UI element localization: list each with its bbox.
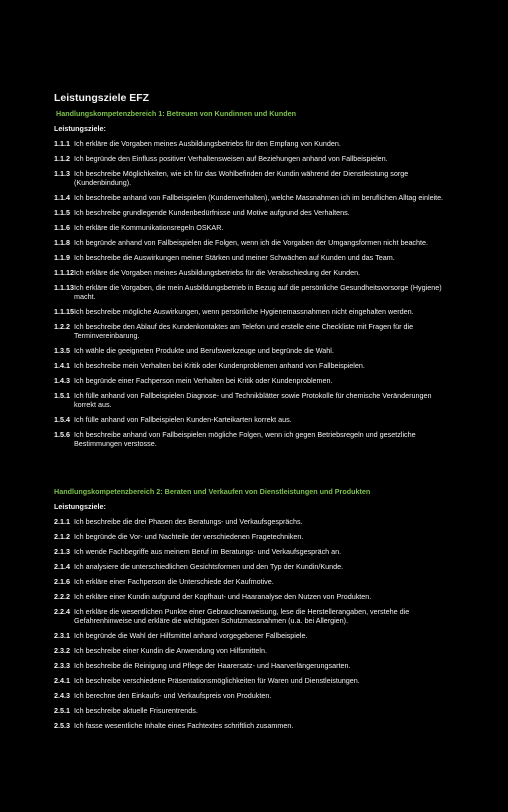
goal-number: 1.1.1 <box>54 139 70 148</box>
goal-item <box>54 268 454 277</box>
goal-text: Ich beschreibe aktuelle Frisurentrends. <box>74 706 198 715</box>
goal-number: 1.1.15 <box>54 307 74 316</box>
section-subheading: Leistungsziele: <box>54 124 106 133</box>
goal-item <box>54 307 454 316</box>
goal-number: 1.2.2 <box>54 322 70 331</box>
goal-number: 2.3.1 <box>54 631 70 640</box>
goal-text: Ich wende Fachbegriffe aus meinem Beruf im Beratungs- und Verkaufsgespräch an. <box>74 547 342 556</box>
goal-item <box>54 592 454 601</box>
goal-item <box>54 415 454 424</box>
goal-text: Ich erkläre die Vorgaben, die mein Ausbildungsbetrieb in Bezug auf die persönliche Gesundheitsvorsorge (Hygiene) macht. <box>74 283 442 301</box>
goal-number: 1.1.13 <box>54 283 74 292</box>
goal-text: Ich analysiere die unterschiedlichen Gesichtsformen und den Typ der Kundin/Kunde. <box>74 562 344 571</box>
goal-number: 1.1.8 <box>54 238 70 247</box>
goal-text: Ich beschreibe mögliche Auswirkungen, wenn persönliche Hygienemassnahmen nicht eingehalten werden. <box>74 307 414 316</box>
goal-number: 1.1.6 <box>54 223 70 232</box>
goal-number: 1.1.12 <box>54 268 74 277</box>
goal-text: Ich begründe einer Fachperson mein Verhalten bei Kritik oder Kundenproblemen. <box>74 376 333 385</box>
goal-item <box>54 577 454 586</box>
goal-item <box>54 721 454 730</box>
goal-item <box>54 253 454 262</box>
goal-number: 1.4.1 <box>54 361 70 370</box>
goal-text: Ich beschreibe anhand von Fallbeispielen (Kundenverhalten), welche Massnahmen ich im beruflichen Alltag einleite. <box>74 193 444 202</box>
goal-text: Ich beschreibe anhand von Fallbeispielen mögliche Folgen, wenn ich gegen Betriebsregeln und gesetzliche Bestimmungen verstosse. <box>74 430 416 448</box>
goal-text: Ich erkläre die wesentlichen Punkte einer Gebrauchsanweisung, lese die Herstellerangaben, verstehe die Gefahrenhinweise und erkläre die wichtigsten Schutzmassnahmen (u.a. bei Allergien). <box>74 607 410 625</box>
goal-number: 1.5.6 <box>54 430 70 439</box>
goal-number: 2.4.1 <box>54 676 70 685</box>
goal-item <box>54 223 454 232</box>
goal-text: Ich beschreibe den Ablauf des Kundenkontaktes am Telefon und erstelle eine Checkliste mit Fragen für die Terminvereinbarung. <box>74 322 414 340</box>
goal-item <box>54 193 454 202</box>
goal-text: Ich fasse wesentliche Inhalte eines Fachtextes schriftlich zusammen. <box>74 721 294 730</box>
goal-text: Ich erkläre die Vorgaben meines Ausbildungsbetriebs für den Empfang von Kunden. <box>74 139 341 148</box>
goal-number: 1.5.1 <box>54 391 70 400</box>
section-heading: Handlungskompetenzbereich 2: Beraten und Verkaufen von Dienstleistungen und Produkten <box>54 487 371 496</box>
goal-text: Ich begründe den Einfluss positiver Verhaltensweisen auf Beziehungen anhand von Fallbeispielen. <box>74 154 388 163</box>
goal-item <box>54 346 454 355</box>
goal-text: Ich beschreibe mein Verhalten bei Kritik oder Kundenproblemen anhand von Fallbeispielen. <box>74 361 365 370</box>
goal-text: Ich beschreibe die Auswirkungen meiner Stärken und meiner Schwächen auf Kunden und das Team. <box>74 253 395 262</box>
goal-item <box>54 376 454 385</box>
goal-text: Ich beschreibe die drei Phasen des Beratungs- und Verkaufsgesprächs. <box>74 517 303 526</box>
goal-text: Ich begründe die Wahl der Hilfsmittel anhand vorgegebener Fallbeispiele. <box>74 631 308 640</box>
goal-item <box>54 430 454 448</box>
goal-number: 1.1.2 <box>54 154 70 163</box>
goal-item <box>54 517 454 526</box>
goal-item <box>54 676 454 685</box>
goal-number: 2.2.2 <box>54 592 70 601</box>
goal-number: 2.1.1 <box>54 517 70 526</box>
goal-number: 1.3.5 <box>54 346 70 355</box>
goal-number: 2.3.3 <box>54 661 70 670</box>
goal-text: Ich fülle anhand von Fallbeispielen Diagnose- und Technikblätter sowie Protokolle für chemische Veränderungen korrekt aus. <box>74 391 432 409</box>
goal-number: 1.5.4 <box>54 415 70 424</box>
goal-number: 2.1.2 <box>54 532 70 541</box>
goal-item <box>54 661 454 670</box>
goal-item <box>54 631 454 640</box>
goal-number: 1.1.3 <box>54 169 70 178</box>
goal-item <box>54 322 454 340</box>
goal-text: Ich erkläre einer Kundin aufgrund der Kopfhaut- und Haaranalyse den Nutzen von Produkten. <box>74 592 372 601</box>
goal-item <box>54 391 454 409</box>
section-heading: Handlungskompetenzbereich 1: Betreuen von Kundinnen und Kunden <box>56 109 296 118</box>
page-title: Leistungsziele EFZ <box>54 92 150 104</box>
goal-item <box>54 562 454 571</box>
goal-text: Ich berechne den Einkaufs- und Verkaufspreis von Produkten. <box>74 691 272 700</box>
goal-item <box>54 691 454 700</box>
goal-item <box>54 706 454 715</box>
goal-number: 1.1.4 <box>54 193 70 202</box>
goal-number: 1.4.3 <box>54 376 70 385</box>
goal-text: Ich beschreibe grundlegende Kundenbedürfnisse und Motive aufgrund des Verhaltens. <box>74 208 350 217</box>
goal-text: Ich begründe anhand von Fallbeispielen die Folgen, wenn ich die Vorgaben der Umgangsformen nicht beachte. <box>74 238 429 247</box>
goal-list <box>54 517 454 730</box>
goal-item <box>54 646 454 655</box>
goal-item <box>54 547 454 556</box>
goal-number: 2.1.3 <box>54 547 70 556</box>
goal-item <box>54 532 454 541</box>
section-spacer <box>54 454 454 487</box>
goal-number: 2.1.4 <box>54 562 70 571</box>
goal-number: 2.5.1 <box>54 706 70 715</box>
goal-text: Ich beschreibe die Reinigung und Pflege der Haarersatz- und Haarverlängerungsarten. <box>74 661 351 670</box>
document-page <box>54 92 454 736</box>
goal-text: Ich erkläre einer Fachperson die Unterschiede der Kaufmotive. <box>74 577 274 586</box>
goal-text: Ich wähle die geeigneten Produkte und Berufswerkzeuge und begründe die Wahl. <box>74 346 334 355</box>
goal-item <box>54 169 454 187</box>
goal-text: Ich fülle anhand von Fallbeispielen Kunden-Karteikarten korrekt aus. <box>74 415 292 424</box>
goal-number: 2.2.4 <box>54 607 70 616</box>
goal-item <box>54 607 454 625</box>
goal-item <box>54 361 454 370</box>
goal-number: 2.5.3 <box>54 721 70 730</box>
goal-text: Ich erkläre die Kommunikationsregeln OSKAR. <box>74 223 224 232</box>
goal-number: 1.1.5 <box>54 208 70 217</box>
goal-text: Ich begründe die Vor- und Nachteile der verschiedenen Fragetechniken. <box>74 532 304 541</box>
goal-text: Ich beschreibe Möglichkeiten, wie ich für das Wohlbefinden der Kundin während der Dienstleistung sorge (Kundenbindung). <box>74 169 409 187</box>
section-subheading: Leistungsziele: <box>54 502 106 511</box>
goal-number: 2.4.3 <box>54 691 70 700</box>
goal-item <box>54 238 454 247</box>
goal-item <box>54 154 454 163</box>
goal-number: 2.3.2 <box>54 646 70 655</box>
section-2 <box>54 487 454 730</box>
goal-text: Ich beschreibe verschiedene Präsentationsmöglichkeiten für Waren und Dienstleistungen. <box>74 676 360 685</box>
goal-text: Ich beschreibe einer Kundin die Anwendung von Hilfsmitteln. <box>74 646 267 655</box>
goal-item <box>54 208 454 217</box>
goal-text: Ich erkläre die Vorgaben meines Ausbildungsbetriebs für die Verabschiedung der Kunden. <box>74 268 361 277</box>
goal-item <box>54 283 454 301</box>
goal-item <box>54 139 454 148</box>
goal-number: 2.1.6 <box>54 577 70 586</box>
goal-list <box>54 139 454 448</box>
goal-number: 1.1.9 <box>54 253 70 262</box>
section-1 <box>54 109 454 448</box>
